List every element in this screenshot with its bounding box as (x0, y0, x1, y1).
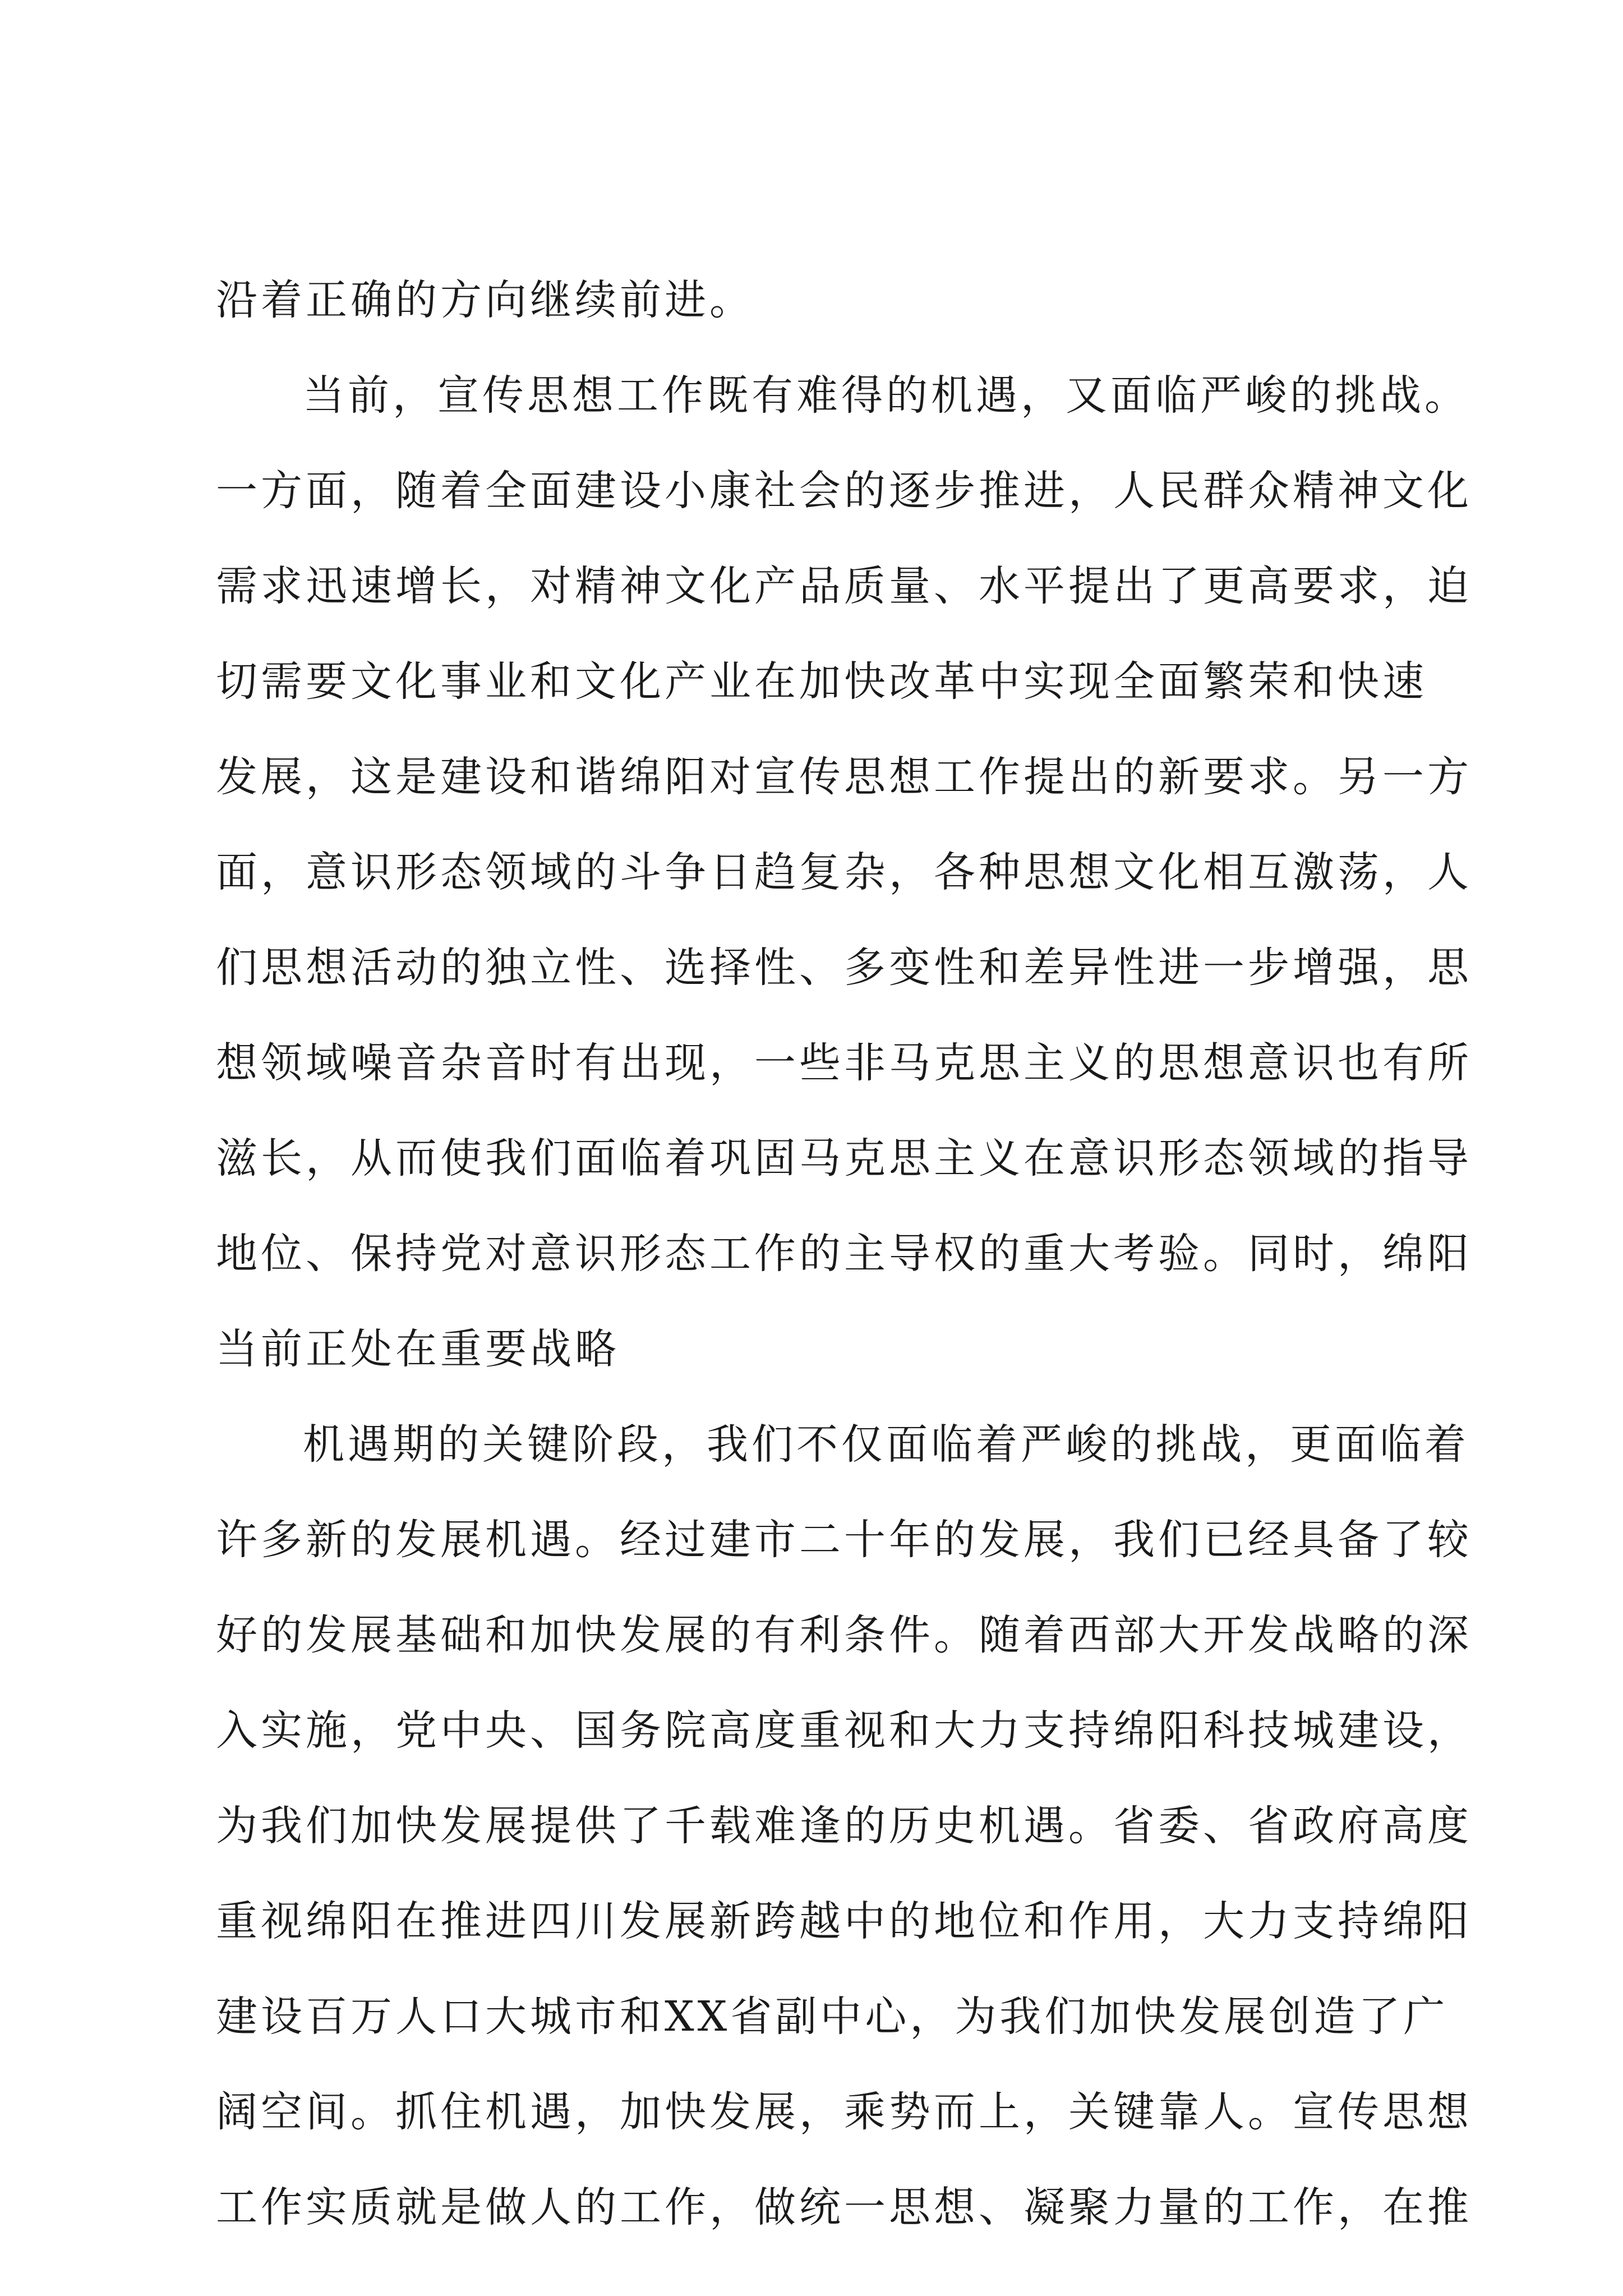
text-line: 许多新的发展机遇。经过建市二十年的发展，我们已经具备了较 (216, 1516, 1472, 1564)
text-line: 当前正处在重要战略 (216, 1325, 620, 1373)
text-line: 重视绵阳在推进四川发展新跨越中的地位和作用，大力支持绵阳 (216, 1897, 1472, 1945)
text-line: 发展，这是建设和谐绵阳对宣传思想工作提出的新要求。另一方 (216, 753, 1472, 801)
text-line: 滋长，从而使我们面临着巩固马克思主义在意识形态领域的指导 (216, 1134, 1472, 1182)
text-line: 地位、保持党对意识形态工作的主导权的重大考验。同时，绵阳 (216, 1230, 1472, 1278)
text-line: 阔空间。抓住机遇，加快发展，乘势而上，关键靠人。宣传思想 (216, 2088, 1472, 2136)
text-line: 工作实质就是做人的工作，做统一思想、凝聚力量的工作，在推 (216, 2183, 1472, 2231)
text-line: 建设百万人口大城市和XX省副中心，为我们加快发展创造了广 (216, 1993, 1449, 2041)
text-line: 需求迅速增长，对精神文化产品质量、水平提出了更高要求，迫 (216, 562, 1472, 610)
text-line: 想领域噪音杂音时有出现，一些非马克思主义的思想意识也有所 (216, 1039, 1472, 1087)
text-line: 一方面，随着全面建设小康社会的逐步推进，人民群众精神文化 (216, 467, 1472, 515)
text-line: 好的发展基础和加快发展的有利条件。随着西部大开发战略的深 (216, 1611, 1472, 1659)
paragraph-first-line: 当前，宣传思想工作既有难得的机遇，又面临严峻的挑战。 (303, 371, 1469, 420)
text-line: 们思想活动的独立性、选择性、多变性和差异性进一步增强，思 (216, 944, 1472, 992)
text-line: 面，意识形态领域的斗争日趋复杂，各种思想文化相互激荡，人 (216, 848, 1472, 896)
text-line: 入实施，党中央、国务院高度重视和大力支持绵阳科技城建设， (216, 1706, 1472, 1755)
text-line: 为我们加快发展提供了千载难逢的历史机遇。省委、省政府高度 (216, 1802, 1472, 1850)
text-line: 切需要文化事业和文化产业在加快改革中实现全面繁荣和快速 (216, 657, 1427, 706)
paragraph-first-line: 机遇期的关键阶段，我们不仅面临着严峻的挑战，更面临着 (303, 1420, 1469, 1469)
text-line: 沿着正确的方向继续前进。 (216, 276, 754, 324)
